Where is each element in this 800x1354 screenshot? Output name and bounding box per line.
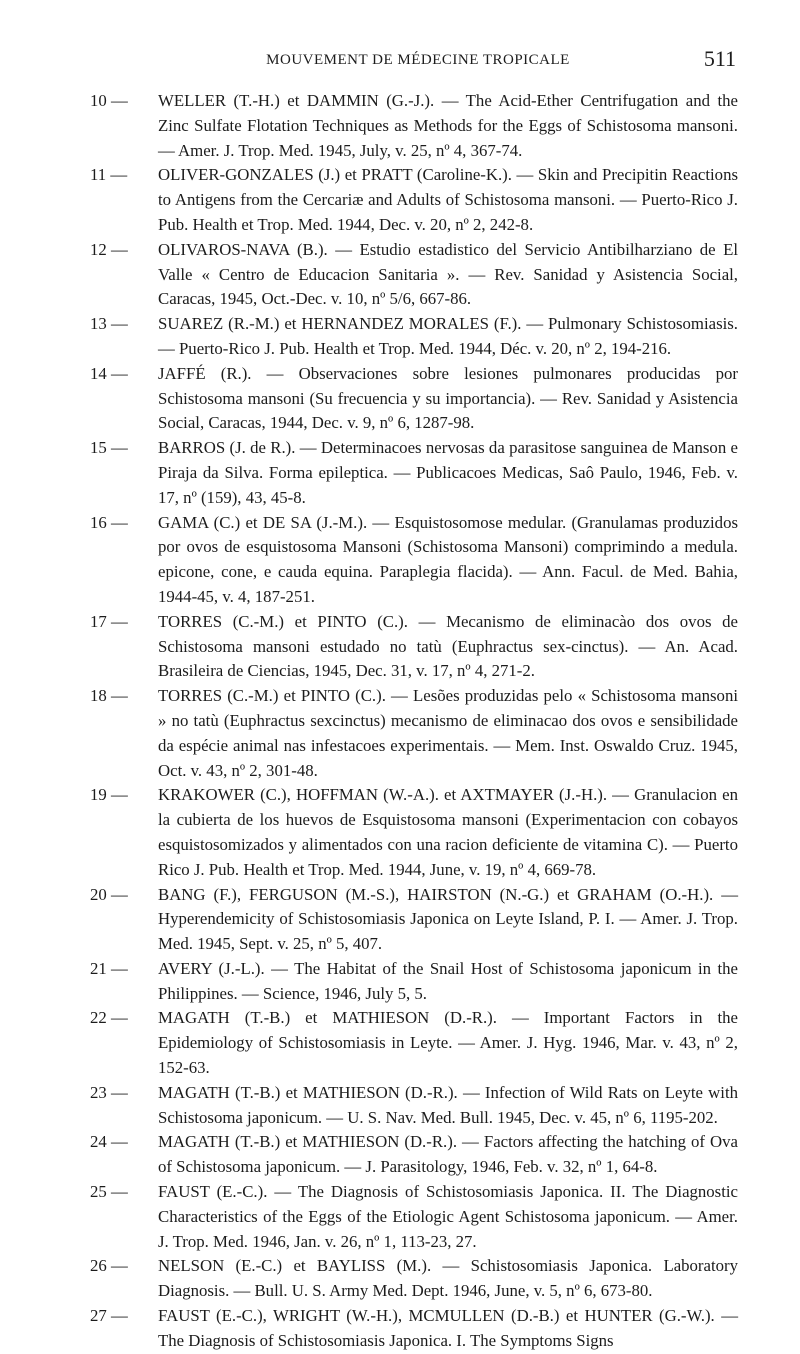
reference-number: 14 —: [90, 363, 128, 383]
reference-item: [90, 684, 738, 783]
reference-number: 13 —: [90, 314, 128, 334]
page-number: 511: [703, 46, 736, 71]
reference-text: TORRES (C.-M.) et PINTO (C.). — Mecanismo de eliminacào dos ovos de Schistosoma mansoni estudado no tatù (Euphractus sex-cinctus). — An. Acad. Brasileira de Ciencias, 1945, Dec. 31, v. 17, nº 4, 271-2.: [158, 611, 738, 681]
reference-text: OLIVAROS-NAVA (B.). — Estudio estadistico del Servicio Antibilharziano de El Valle « Centro de Educacion Sanitaria ». — Rev. Sanidad y Asistencia Social, Caracas, 1945, Oct.-Dec. v. 10, nº 5/6, 667-86.: [158, 239, 738, 309]
reference-text: BANG (F.), FERGUSON (M.-S.), HAIRSTON (N.-G.) et GRAHAM (O.-H.). — Hyperendemicity of Schistosomiasis Japonica on Leyte Island, P. I. — Amer. J. Trop. Med. 1945, Sept. v. 25, nº 5, 407.: [158, 884, 738, 954]
reference-item: [90, 89, 738, 163]
reference-text: AVERY (J.-L.). — The Habitat of the Snail Host of Schistosoma japonicum in the Philippines. — Science, 1946, July 5, 5.: [158, 958, 738, 1003]
reference-item: [90, 1006, 738, 1080]
reference-list: [90, 89, 738, 1354]
reference-text: TORRES (C.-M.) et PINTO (C.). — Lesões produzidas pelo « Schistosoma mansoni » no tatù (Euphractus sexcinctus) mecanismo de eliminacao dos ovos e sensibilidade da espécie animal nas infestacoes experimentais. — Mem. Inst. Oswaldo Cruz. 1945, Oct. v. 43, nº 2, 301-48.: [158, 686, 738, 780]
reference-text: MAGATH (T.-B.) et MATHIESON (D.-R.). — Factors affecting the hatching of Ova of Schistosoma japonicum. — J. Parasitology, 1946, Feb. v. 32, nº 1, 64-8.: [158, 1132, 738, 1177]
reference-text: OLIVER-GONZALES (J.) et PRATT (Caroline-K.). — Skin and Precipitin Reactions to Antigens from the Cercariæ and Adults of Schistosoma mansoni. — Puerto-Rico J. Pub. Health et Trop. Med. 1944, Dec. v. 20, nº 2, 242-8.: [158, 165, 738, 234]
reference-item: [90, 436, 738, 510]
reference-number: 26 —: [90, 1256, 128, 1276]
reference-item: [90, 511, 738, 610]
reference-text: MAGATH (T.-B.) et MATHIESON (D.-R.). — Infection of Wild Rats on Leyte with Schistosoma japonicum. — U. S. Nav. Med. Bull. 1945, Dec. v. 45, nº 6, 1195-202.: [158, 1082, 738, 1127]
reference-number: 19 —: [90, 785, 128, 805]
reference-item: [90, 163, 738, 237]
reference-number: 24 —: [90, 1132, 128, 1152]
reference-number: 10 —: [90, 91, 128, 110]
reference-text: WELLER (T.-H.) et DAMMIN (G.-J.). — The Acid-Ether Centrifugation and the Zinc Sulfate Flotation Techniques as Methods for the Eggs of Schistosoma mansoni. — Amer. J. Trop. Med. 1945, July, v. 25, nº 4, 367-74.: [158, 91, 738, 160]
reference-number: 17 —: [90, 611, 128, 631]
reference-item: [90, 362, 738, 436]
reference-item: [90, 1081, 738, 1131]
reference-number: 23 —: [90, 1082, 128, 1102]
page-header: [100, 46, 736, 76]
reference-text: FAUST (E.-C.). — The Diagnosis of Schistosomiasis Japonica. II. The Diagnostic Characteristics of the Eggs of the Etiologic Agent Schistosoma japonicum. — Amer. J. Trop. Med. 1946, Jan. v. 26, nº 1, 113-23, 27.: [158, 1182, 738, 1251]
reference-number: 12 —: [90, 239, 128, 259]
reference-number: 16 —: [90, 512, 128, 532]
reference-number: 27 —: [90, 1306, 128, 1326]
reference-number: 22 —: [90, 1008, 128, 1028]
reference-item: [90, 312, 738, 362]
reference-item: [90, 1304, 738, 1354]
reference-number: 11 —: [90, 165, 128, 185]
reference-item: [90, 1180, 738, 1254]
running-head: MOUVEMENT DE MÉDECINE TROPICALE: [266, 52, 570, 68]
reference-text: BARROS (J. de R.). — Determinacoes nervosas da parasitose sanguinea de Manson e Piraja da Silva. Forma epileptica. — Publicacoes Medicas, Saô Paulo, 1946, Feb. v. 17, nº (159), 43, 45-8.: [158, 438, 738, 507]
reference-text: NELSON (E.-C.) et BAYLISS (M.). — Schistosomiasis Japonica. Laboratory Diagnosis. — Bull. U. S. Army Med. Dept. 1946, June, v. 5, nº 6, 673-80.: [158, 1256, 738, 1301]
reference-number: 25 —: [90, 1182, 128, 1202]
reference-text: JAFFÉ (R.). — Observaciones sobre lesiones pulmonares producidas por Schistosoma mansoni (Su frecuencia y su importancia). — Rev. Sanidad y Asistencia Social, Caracas, 1944, Dec. v. 9, nº 6, 1287-98.: [158, 363, 738, 433]
reference-number: 20 —: [90, 884, 128, 904]
reference-item: [90, 1130, 738, 1180]
reference-item: [90, 883, 738, 957]
reference-text: FAUST (E.-C.), WRIGHT (W.-H.), MCMULLEN (D.-B.) et HUNTER (G.-W.). — The Diagnosis of Schistosomiasis Japonica. I. The Symptoms Signs: [158, 1306, 738, 1350]
reference-number: 21 —: [90, 958, 128, 978]
reference-item: [90, 957, 738, 1007]
reference-item: [90, 610, 738, 684]
reference-text: GAMA (C.) et DE SA (J.-M.). — Esquistosomose medular. (Granulamas produzidos por ovos de esquistosoma Mansoni (Schistosoma Mansoni) comprimindo a medula. epicone, cone, e cauda equina. Paraplegia flacida). — Ann. Facul. de Med. Bahia, 1944-45, v. 4, 187-251.: [158, 512, 738, 606]
reference-item: [90, 238, 738, 312]
reference-text: SUAREZ (R.-M.) et HERNANDEZ MORALES (F.). — Pulmonary Schistosomiasis. — Puerto-Rico J. Pub. Health et Trop. Med. 1944, Déc. v. 20, nº 2, 194-216.: [158, 314, 738, 358]
reference-item: [90, 1254, 738, 1304]
reference-number: 15 —: [90, 438, 128, 458]
reference-text: MAGATH (T.-B.) et MATHIESON (D.-R.). — Important Factors in the Epidemiology of Schistosomiasis in Leyte. — Amer. J. Hyg. 1946, Mar. v. 43, nº 2, 152-63.: [158, 1008, 738, 1078]
reference-item: [90, 783, 738, 882]
reference-text: KRAKOWER (C.), HOFFMAN (W.-A.). et AXTMAYER (J.-H.). — Granulacion en la cubierta de los huevos de Esquistosoma mansoni (Experimentacion con cobayos esquistosomizados y alimentados con una racion deficiente de vitamina C). — Puerto Rico J. Pub. Health et Trop. Med. 1944, June, v. 19, nº 4, 669-78.: [158, 785, 738, 879]
reference-number: 18 —: [90, 686, 128, 706]
